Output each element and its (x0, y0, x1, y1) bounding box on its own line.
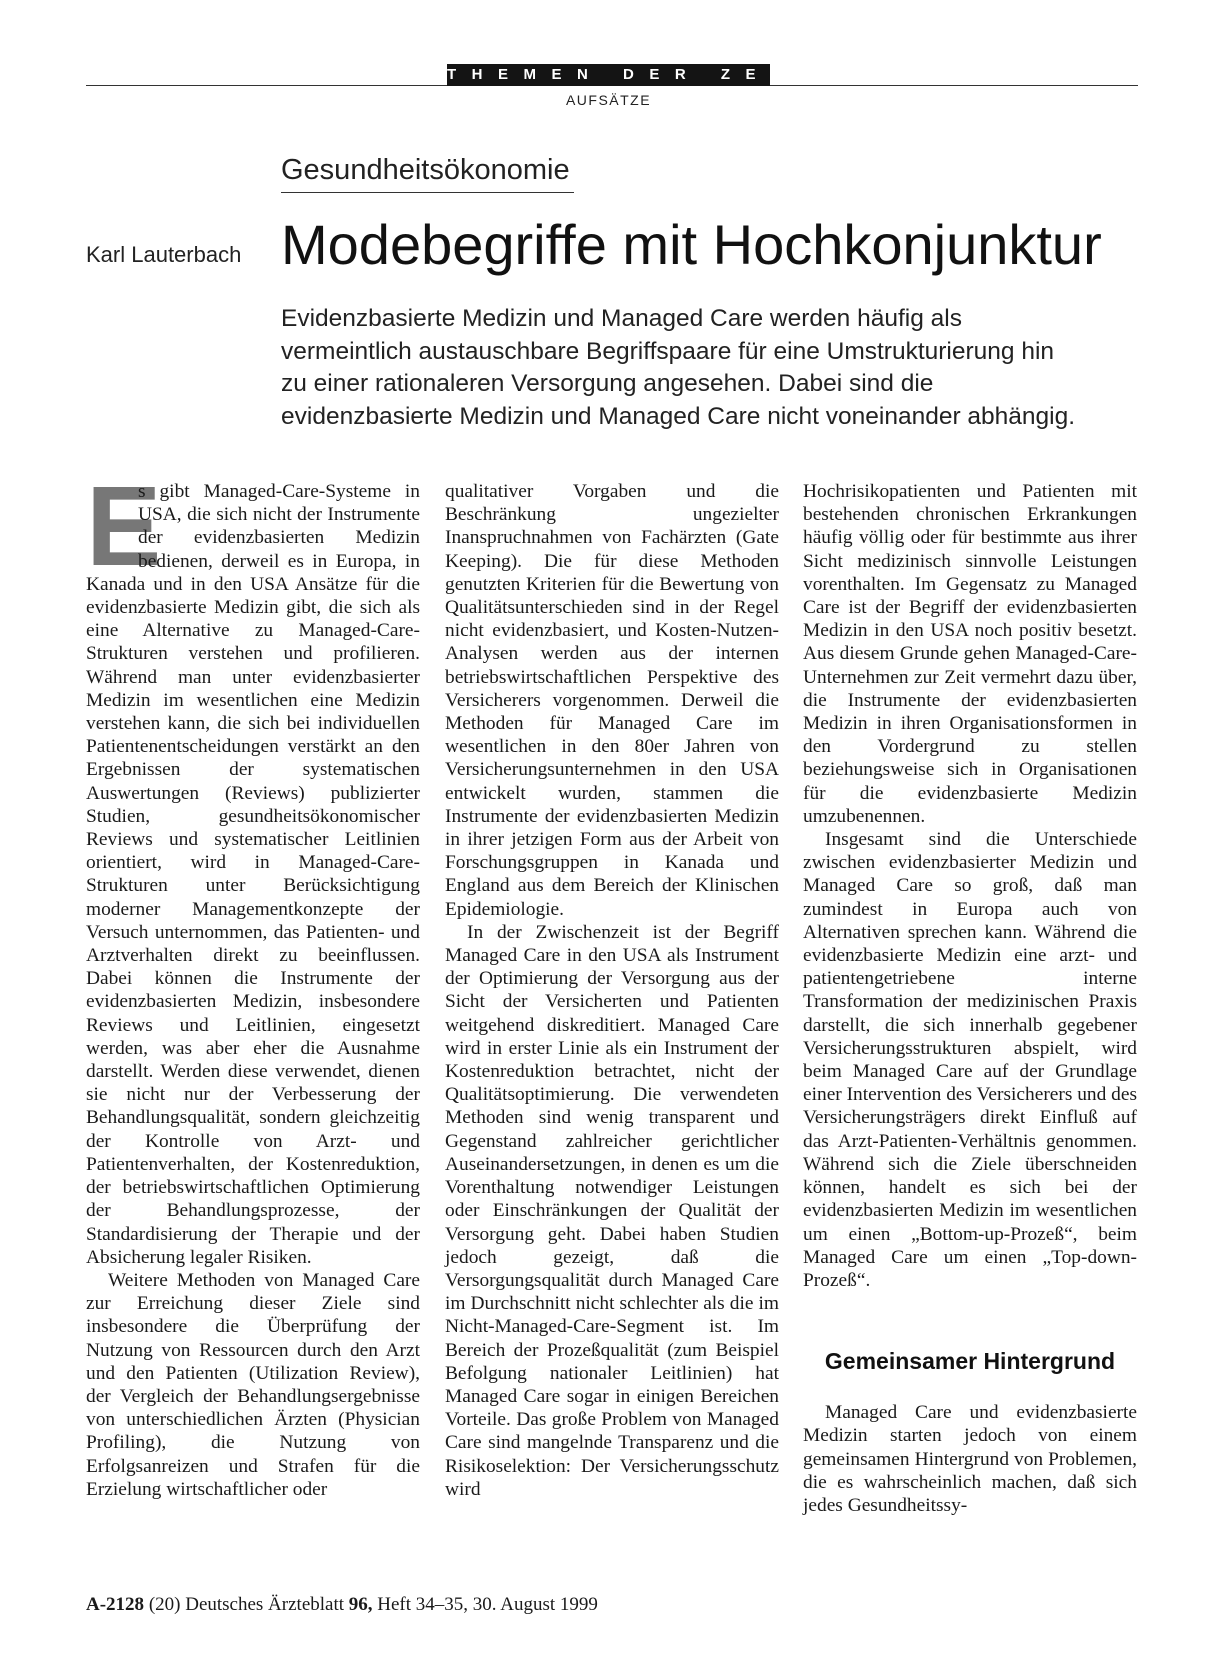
paragraph-text: s gibt Managed-Care-Systeme in USA, die sich nicht der Instrumente der evidenzbasierten Medizin bedienen, derweil es in Europa, in Kanada und in den USA Ansätze für die evidenzbasierte Medizin gibt, die sich als eine Alternative zu Managed-Care-Strukturen verstehen und profilieren. Während man unter evidenzbasierter Medizin im wesentlichen eine Medizin verstehen kann, die sich bei individuellen Patientenentscheidungen verstärkt an den Ergebnissen der systematischen Auswertungen (Reviews) publizierter Studien, gesundheitsökonomischer Reviews und systematischer Leitlinien orientiert, wird in Managed-Care-Strukturen unter Berücksichtigung moderner Managementkonzepte der Versuch unternommen, das Patienten- und Arztverhalten direkt zu beeinflussen. Dabei können die Instrumente der evidenzbasierten Medizin, insbesondere Reviews und Leitlinien, eingesetzt werden, was aber eher die Ausnahme darstellt. Werden diese verwendet, dienen sie nicht nur der Verbesserung der Behandlungsqualität, sondern gleichzeitig der Kontrolle von Arzt- und Patientenverhalten, der Kostenreduktion, der betriebswirtschaftlichen Optimierung der Behandlungsprozesse, der Standardisierung der Therapie und der Absicherung legaler Risiken. (86, 481, 420, 1268)
journal-name: (20) Deutsches Ärzteblatt (148, 1594, 345, 1615)
article-title: Modebegriffe mit Hochkonjunktur (281, 213, 1102, 276)
text-column-2 (445, 480, 779, 1501)
body-paragraph: Hochrisikopatienten und Patienten mit bestehenden chronischen Erkrankungen häufig völlig oder für bestimmte aus ihrer Sicht medizinisch sinnvolle Leistungen vorenthalten. Im Gegensatz zu Managed Care ist der Begriff der evidenzbasierten Medizin in den USA noch positiv besetzt. Aus diesem Grunde gehen Managed-Care-Unternehmen zur Zeit vermehrt dazu über, die Instrumente der evidenzbasierten Medizin in ihren Organisationsformen in den Vordergrund zu stellen beziehungsweise sich in Organisationen für die evidenzbasierte Medizin umzubenennen. (803, 481, 1137, 827)
page-code: A-2128 (86, 1594, 145, 1615)
article-rubric: Gesundheitsökonomie (281, 152, 574, 193)
body-paragraph: Managed Care und evidenzbasierte Medizin starten jedoch von einem gemeinsamen Hintergrund von Problemen, die es wahrscheinlich machen, daß sich jedes Gesundheitssy- (803, 1402, 1137, 1516)
body-paragraph: qualitativer Vorgaben und die Beschränkung ungezielter Inanspruchnahmen von Fachärzten (Gate Keeping). Die für diese Methoden genutzten Kriterien für die Bewertung von Qualitätsunterschieden sind in der Regel nicht evidenzbasiert, und Kosten-Nutzen-Analysen werden aus der internen betriebswirtschaftlichen Perspektive des Versicherers vorgenommen. Derweil die Methoden für Managed Care im wesentlichen in den 80er Jahren von Versicherungsunternehmen in den USA entwickelt wurden, stammen die Instrumente der evidenzbasierten Medizin in ihrer jetzigen Form aus der Arbeit von Forschungsgruppen in Kanada und England aus dem Bereich der Klinischen Epidemiologie. (445, 481, 779, 920)
lead-line: Evidenzbasierte Medizin und Managed Care werden häufig als (281, 305, 962, 332)
author-name: Karl Lauterbach (86, 242, 242, 267)
section-banner: THEMEN DER ZEIT (447, 64, 770, 86)
page-footer (86, 1594, 598, 1616)
drop-cap: E (86, 463, 162, 589)
text-column-1 (86, 463, 420, 1501)
lead-line: vermeintlich austauschbare Begriffspaare für eine Umstrukturierung hin (281, 337, 1055, 365)
text-column-3 (803, 480, 1137, 1517)
section-subtitle: AUFSÄTZE (565, 92, 652, 108)
lead-paragraph (281, 303, 1141, 433)
volume-number: 96, (348, 1594, 373, 1615)
lead-line: evidenzbasierte Medizin und Managed Care nicht voneinander abhängig. (281, 402, 1076, 430)
body-paragraph: Insgesamt sind die Unterschiede zwischen evidenzbasierter Medizin und Managed Care so groß, daß man zumindest in Europa auch von Alternativen sprechen kann. Während die evidenzbasierte Medizin eine arzt- und patientengetriebene interne Transformation der medizinischen Praxis darstellt, die sich innerhalb gegebener Versicherungsstrukturen abspielt, wird beim Managed Care auf der Grundlage einer Intervention des Versicherers und des Versicherungsträgers direkt Einfluß auf das Arzt-Patienten-Verhältnis genommen. Während sich die Ziele überschneiden können, handelt es sich bei der evidenzbasierten Medizin im wesentlichen um einen „Bottom-up-Prozeß“, beim Managed Care um einen „Top-down-Prozeß“. (803, 829, 1138, 1291)
section-heading: Gemeinsamer Hintergrund (824, 1348, 1116, 1375)
body-paragraph: Weitere Methoden von Managed Care zur Erreichung dieser Ziele sind insbesondere die Überprüfung der Nutzung von Ressourcen durch den Arzt und den Patienten (Utilization Review), der Vergleich der Behandlungsergebnisse von unterschiedlichen Ärzten (Physician Profiling), die Nutzung von Erfolgsanreizen und Strafen für die Erzielung wirtschaftlicher oder (86, 1269, 420, 1500)
lead-line: zu einer rationaleren Versorgung angesehen. Dabei sind die (281, 370, 934, 397)
body-paragraph (86, 463, 420, 1269)
issue-date: Heft 34–35, 30. August 1999 (377, 1594, 598, 1615)
body-paragraph: In der Zwischenzeit ist der Begriff Managed Care in den USA als Instrument der Optimierung der Versorgung aus der Sicht der Versicherten und Patienten weitgehend diskreditiert. Managed Care wird in erster Linie als ein Instrument der Kostenreduktion betrachtet, nicht der Qualitätsoptimierung. Die verwendeten Methoden sind wenig transparent und Gegenstand zahlreicher gerichtlicher Auseinandersetzungen, in denen es um die Vorenthaltung notwendiger Leistungen oder Einschränkungen der Qualität der Versorgung geht. Dabei haben Studien jedoch gezeigt, daß die Versorgungsqualität durch Managed Care im Durchschnitt nicht schlechter als die im Nicht-Managed-Care-Segment ist. Im Bereich der Prozeßqualität (zum Beispiel Befolgung nationaler Leitlinien) hat Managed Care sogar in einigen Bereichen Vorteile. Das große Problem von Managed Care sind mangelnde Transparenz und die Risikoselektion: Der Versicherungsschutz wird (445, 921, 779, 1500)
